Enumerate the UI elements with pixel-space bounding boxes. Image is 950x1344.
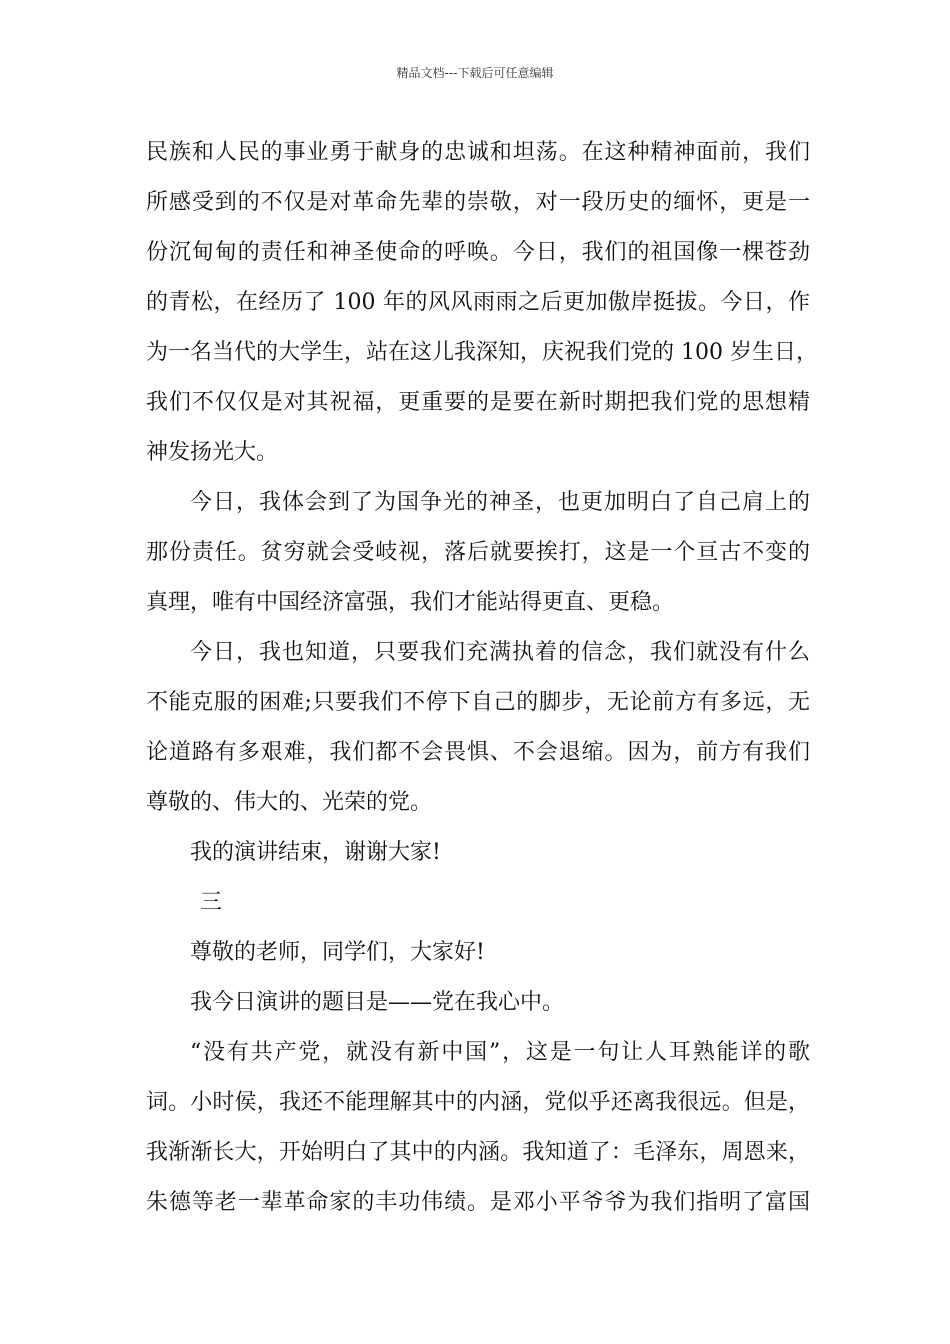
paragraph-line: 我今日演讲的题目是——党在我心中。 (190, 990, 565, 1015)
paragraph-line: 的青松，在经历了 100 年的风风雨雨之后更加傲岸挺拔。今日，作 (146, 290, 810, 315)
paragraph-line: 真理，唯有中国经济富强，我们才能站得更直、更稳。 (146, 590, 675, 615)
section-number: 三 (200, 890, 223, 915)
paragraph-line: 朱德等老一辈革命家的丰功伟绩。是邓小平爷爷为我们指明了富国 (146, 1190, 810, 1215)
paragraph-line: “没有共产党，就没有新中国”，这是一句让人耳熟能详的歌 (190, 1040, 810, 1065)
paragraph-line: 我们不仅仅是对其祝福，更重要的是要在新时期把我们党的思想精 (146, 390, 810, 415)
paragraph-line: 不能克服的困难;只要我们不停下自己的脚步，无论前方有多远，无 (146, 690, 810, 715)
paragraph-line: 民族和人民的事业勇于献身的忠诚和坦荡。在这种精神面前，我们 (146, 140, 810, 165)
paragraph-line: 所感受到的不仅是对革命先辈的崇敬，对一段历史的缅怀，更是一 (146, 190, 810, 215)
paragraph-line: 那份责任。贫穷就会受岐视，落后就要挨打，这是一个亘古不变的 (146, 540, 810, 565)
paragraph-line: 神发扬光大。 (146, 440, 279, 465)
paragraph-line: 我的演讲结束，谢谢大家! (190, 840, 441, 865)
paragraph-line: 词。小时侯，我还不能理解其中的内涵，党似乎还离我很远。但是， (146, 1090, 810, 1115)
paragraph-line: 论道路有多艰难，我们都不会畏惧、不会退缩。因为，前方有我们 (146, 740, 810, 765)
paragraph-line: 今日，我也知道，只要我们充满执着的信念，我们就没有什么 (190, 640, 810, 665)
paragraph-line: 我渐渐长大，开始明白了其中的内涵。我知道了：毛泽东，周恩来， (146, 1140, 810, 1165)
paragraph-line: 为一名当代的大学生，站在这儿我深知，庆祝我们党的 100 岁生日， (146, 340, 818, 365)
paragraph-line: 今日，我体会到了为国争光的神圣，也更加明白了自己肩上的 (190, 490, 810, 515)
document-body (146, 128, 818, 1228)
paragraph-line: 尊敬的老师，同学们，大家好! (190, 940, 485, 965)
paragraph-line: 份沉甸甸的责任和神圣使命的呼唤。今日，我们的祖国像一棵苍劲 (146, 240, 810, 265)
page-header: 精品文档---下载后可任意编辑 (396, 66, 554, 80)
paragraph-line: 尊敬的、伟大的、光荣的党。 (146, 790, 433, 815)
